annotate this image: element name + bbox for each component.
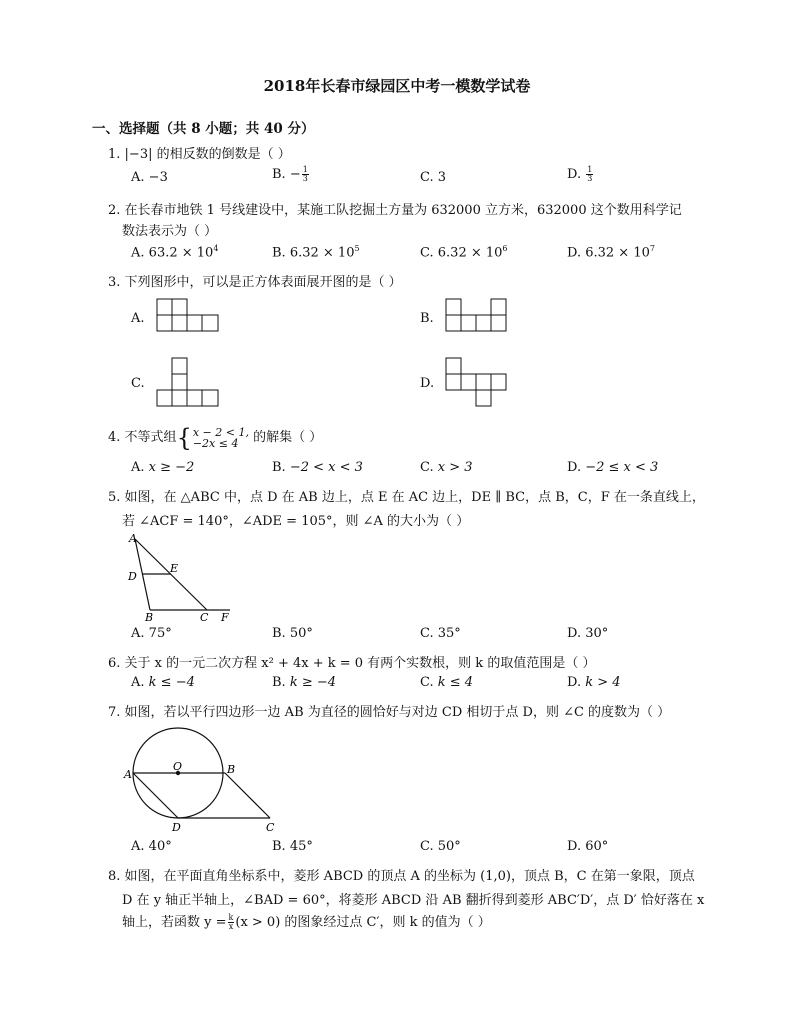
- question-8-line2: D 在 y 轴正半轴上，∠BAD = 60°，将菱形 ABCD 沿 AB 翻折得到菱形 ABC′D′，点 D′ 恰好落在 x: [122, 893, 705, 908]
- label-c: C: [200, 611, 209, 622]
- question-5: 5. 如图，在 △ABC 中，点 D 在 AB 边上，点 E 在 AC 边上，DE ∥ BC，点 B，C，F 在一条直线上，: [108, 490, 705, 505]
- option-c: C. 3: [420, 170, 447, 185]
- question-7: 7. 如图，若以平行四边形一边 AB 为直径的圆恰好与对边 CD 相切于点 D，则 ∠C 的度数为（ ）: [108, 705, 671, 720]
- question-3: 3. 下列图形中，可以是正方体表面展开图的是（ ）: [108, 275, 402, 290]
- label-e: E: [170, 562, 179, 575]
- question-4: 4. 不等式组{ x − 2 < 1, −2x ≤ 4 的解集（ ）: [108, 423, 323, 452]
- section-title: 一、选择题（共 8 小题；共 40 分）: [92, 121, 315, 137]
- question-number: 1.: [108, 147, 121, 162]
- label-f: F: [221, 611, 229, 622]
- question-2: 2. 在长春市地铁 1 号线建设中，某施工队挖掘土方量为 632000 立方米，632000 这个数用科学记: [108, 203, 682, 218]
- option-a: A. $63.2 \times 10^4$: [131, 244, 219, 261]
- option-b: B. − $\frac{1}{3}$: [272, 165, 308, 183]
- label-d: D: [172, 821, 181, 834]
- option-d: D. $\frac{1}{3}$: [567, 165, 593, 183]
- option-a: A. x ≥ −2: [131, 460, 195, 475]
- label-d: D: [128, 570, 137, 583]
- option-a: A. −3: [131, 170, 168, 185]
- option-b: B. 45°: [272, 839, 313, 854]
- option-c: C. 50°: [420, 839, 461, 854]
- option-a: A. 75°: [131, 626, 172, 641]
- page-title: 2018年长春市绿园区中考一模数学试卷: [263, 77, 531, 95]
- question-5-line2: 若 ∠ACF = 140°，∠ADE = 105°，则 ∠A 的大小为（ ）: [122, 514, 470, 529]
- triangle-figure: [125, 530, 235, 622]
- question-text: 的相反数的倒数是（ ）: [156, 147, 291, 162]
- option-a: A. k ≤ −4: [131, 675, 195, 690]
- option-b-label: B.: [420, 311, 434, 326]
- cube-net-d: [440, 355, 520, 410]
- option-b: B. k ≥ −4: [272, 675, 337, 690]
- option-d: D. 60°: [567, 839, 609, 854]
- option-d: D. −2 ≤ x < 3: [567, 460, 659, 475]
- option-d: D. k > 4: [567, 675, 621, 690]
- option-c: C. $6.32 \times 10^6$: [420, 244, 508, 261]
- cube-net-b: [440, 296, 520, 336]
- option-c: C. x > 3: [420, 460, 473, 475]
- question-1: [108, 143, 291, 162]
- cube-net-c: [150, 355, 230, 410]
- label-a: A: [129, 532, 137, 545]
- question-8-line3: 轴上，若函数 y = $\frac{k}{x}$ (x > 0) 的图象经过点 C′，则 k 的值为（ ）: [122, 913, 491, 931]
- label-a: A: [124, 768, 132, 781]
- option-d-label: D.: [420, 376, 435, 391]
- option-b: B. 50°: [272, 626, 313, 641]
- option-c: C. k ≤ 4: [420, 675, 474, 690]
- question-text: |−3|: [124, 147, 153, 162]
- label-c: C: [266, 821, 275, 834]
- option-c: C. 35°: [420, 626, 461, 641]
- label-o: O: [173, 760, 183, 773]
- circle-parallelogram-figure: [120, 722, 290, 834]
- question-8: 8. 如图，在平面直角坐标系中，菱形 ABCD 的顶点 A 的坐标为 (1,0)，顶点 B，C 在第一象限，顶点: [108, 869, 695, 884]
- question-2-line2: 数法表示为（ ）: [122, 224, 218, 239]
- question-6: 6. 关于 x 的一元二次方程 x² + 4x + k = 0 有两个实数根，则 k 的取值范围是（ ）: [108, 656, 596, 671]
- option-a: A. 40°: [131, 839, 172, 854]
- option-c-label: C.: [131, 376, 145, 391]
- option-b: B. −2 < x < 3: [272, 460, 363, 475]
- option-d: D. 30°: [567, 626, 609, 641]
- cube-net-a: [150, 296, 230, 336]
- option-d: D. $6.32 \times 10^7$: [567, 244, 655, 261]
- option-a-label: A.: [131, 311, 145, 326]
- label-b: B: [145, 611, 154, 622]
- option-b: B. $6.32 \times 10^5$: [272, 244, 360, 261]
- label-b: B: [227, 763, 236, 776]
